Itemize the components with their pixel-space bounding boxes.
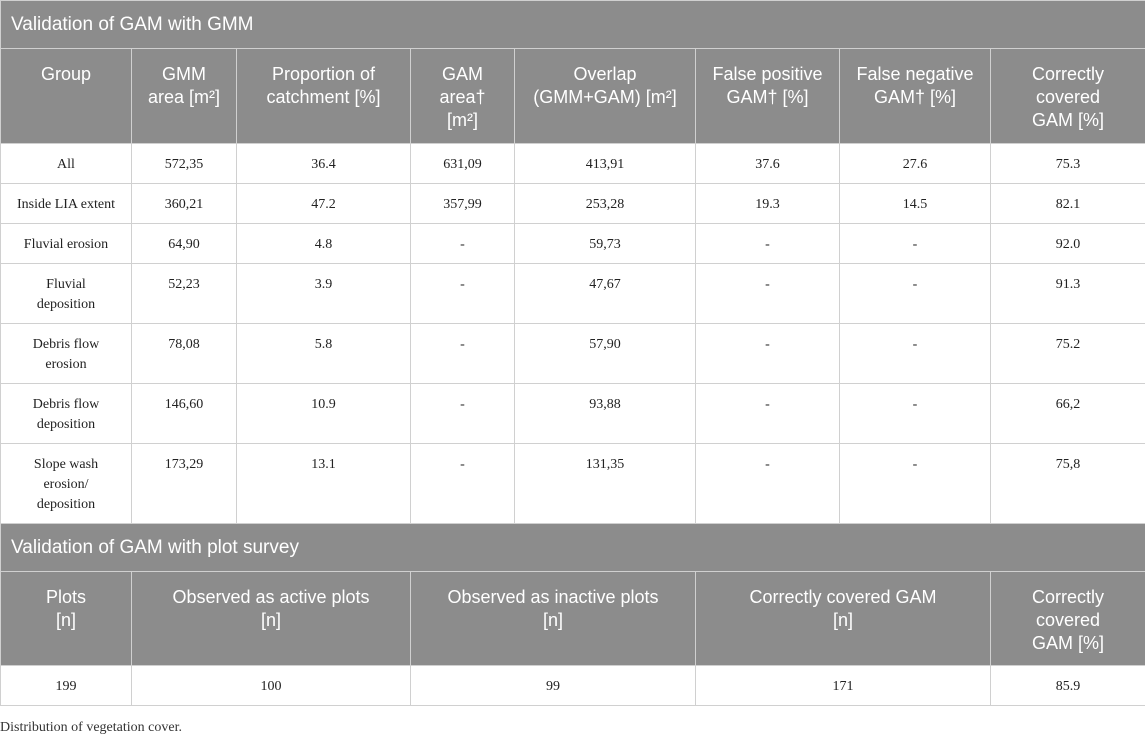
column-header-line: [n] [260, 610, 281, 630]
group-cell-line: Inside LIA extent [17, 197, 115, 212]
plots-cell: 199 [1, 666, 132, 706]
column-header [991, 49, 1145, 144]
column-header [1, 572, 132, 666]
section-plot-title-row [1, 524, 1145, 572]
gam-area-cell: 357,99 [411, 184, 515, 224]
false-negative-cell: - [840, 324, 991, 384]
overlap-cell: 93,88 [515, 384, 696, 444]
group-cell-line: Debris flow [32, 337, 100, 352]
proportion-cell: 3.9 [237, 264, 411, 324]
group-cell-line: Fluvial erosion [23, 237, 109, 252]
column-header-line: (GMM+GAM) [m²] [533, 87, 677, 107]
proportion-cell: 4.8 [237, 224, 411, 264]
correct-cell: 66,2 [991, 384, 1145, 444]
gmm-area-cell: 173,29 [132, 444, 237, 524]
column-header-line: Proportion of [271, 64, 376, 84]
column-header-line: GAM† [%] [726, 87, 809, 107]
column-header-line: area† [439, 87, 486, 107]
gam-area-cell: - [411, 264, 515, 324]
false-positive-cell: - [696, 384, 840, 444]
group-cell [1, 324, 132, 384]
gam-area-cell: - [411, 324, 515, 384]
false-positive-cell: 37.6 [696, 144, 840, 184]
column-header [515, 49, 696, 144]
group-cell [1, 384, 132, 444]
gam-area-cell: - [411, 384, 515, 444]
group-cell [1, 224, 132, 264]
inactive-cell: 99 [411, 666, 696, 706]
column-header-line: Overlap [573, 64, 637, 84]
correct-cell: 82.1 [991, 184, 1145, 224]
gam-area-cell: - [411, 444, 515, 524]
false-positive-cell: 19.3 [696, 184, 840, 224]
gmm-area-cell: 360,21 [132, 184, 237, 224]
false-negative-cell: - [840, 264, 991, 324]
column-header-line: GAM [%] [1032, 633, 1105, 653]
column-header-line: [m²] [447, 110, 478, 130]
section-plot-header-row [1, 572, 1145, 666]
false-negative-cell: - [840, 444, 991, 524]
group-cell [1, 144, 132, 184]
gmm-area-cell: 146,60 [132, 384, 237, 444]
false-negative-cell: 27.6 [840, 144, 991, 184]
column-header-line: [n] [832, 610, 853, 630]
table-row [1, 666, 1145, 706]
section-gmm-header-row [1, 49, 1145, 144]
group-cell [1, 444, 132, 524]
group-cell-line: erosion [45, 357, 87, 372]
column-header-line: GAM [441, 64, 483, 84]
active-cell: 100 [132, 666, 411, 706]
correct-cell: 91.3 [991, 264, 1145, 324]
correct-cell: 75.3 [991, 144, 1145, 184]
proportion-cell: 47.2 [237, 184, 411, 224]
overlap-cell: 47,67 [515, 264, 696, 324]
column-header [132, 49, 237, 144]
column-header-line: covered [1035, 87, 1101, 107]
table-row [1, 444, 1145, 524]
false-negative-cell: - [840, 224, 991, 264]
gmm-area-cell: 78,08 [132, 324, 237, 384]
correct-n-cell: 171 [696, 666, 991, 706]
gam-area-cell: - [411, 224, 515, 264]
column-header-line: False positive [712, 64, 823, 84]
group-cell-line: Debris flow [32, 397, 100, 412]
proportion-cell: 5.8 [237, 324, 411, 384]
table-row [1, 144, 1145, 184]
proportion-cell: 13.1 [237, 444, 411, 524]
column-header-line: Correctly [1032, 587, 1105, 607]
column-header-line: covered [1035, 610, 1101, 630]
group-cell-line: Fluvial [46, 277, 86, 292]
group-cell-line: deposition [36, 497, 96, 512]
group-cell-line: deposition [36, 417, 96, 432]
column-header [132, 572, 411, 666]
correct-cell: 75.2 [991, 324, 1145, 384]
table-caption: Distribution of vegetation cover. [0, 720, 182, 735]
column-header-line: Correctly [1032, 64, 1105, 84]
table-row [1, 184, 1145, 224]
proportion-cell: 10.9 [237, 384, 411, 444]
false-positive-cell: - [696, 224, 840, 264]
false-positive-cell: - [696, 264, 840, 324]
table-row [1, 224, 1145, 264]
group-cell [1, 184, 132, 224]
column-header-line: GAM [%] [1032, 110, 1105, 130]
false-positive-cell: - [696, 324, 840, 384]
table-row [1, 264, 1145, 324]
gam-area-cell: 631,09 [411, 144, 515, 184]
column-header-line: [n] [55, 610, 76, 630]
gmm-area-cell: 52,23 [132, 264, 237, 324]
group-cell-line: erosion/ [43, 477, 89, 492]
column-header-line: Correctly covered GAM [749, 587, 937, 607]
column-header-line: Group [40, 64, 92, 84]
group-cell [1, 264, 132, 324]
column-header [991, 572, 1145, 666]
false-positive-cell: - [696, 444, 840, 524]
correct-cell: 75,8 [991, 444, 1145, 524]
column-header-line: GMM [162, 64, 206, 84]
overlap-cell: 253,28 [515, 184, 696, 224]
column-header [411, 49, 515, 144]
column-header [696, 572, 991, 666]
overlap-cell: 413,91 [515, 144, 696, 184]
group-cell-line: All [57, 157, 75, 172]
correct-cell: 92.0 [991, 224, 1145, 264]
overlap-cell: 57,90 [515, 324, 696, 384]
column-header-line: area [m²] [147, 87, 221, 107]
group-cell-line: Slope wash [33, 457, 99, 472]
column-header-line: Observed as active plots [172, 587, 370, 607]
overlap-cell: 131,35 [515, 444, 696, 524]
section-gmm-title: Validation of GAM with GMM [1, 1, 1145, 49]
column-header-line: Observed as inactive plots [447, 587, 659, 607]
table-row [1, 324, 1145, 384]
false-negative-cell: - [840, 384, 991, 444]
proportion-cell: 36.4 [237, 144, 411, 184]
table-row [1, 384, 1145, 444]
column-header [1, 49, 132, 144]
section-gmm-title-row [1, 1, 1145, 49]
gmm-area-cell: 64,90 [132, 224, 237, 264]
column-header [840, 49, 991, 144]
column-header-line: [n] [542, 610, 563, 630]
column-header [411, 572, 696, 666]
section-plot-title: Validation of GAM with plot survey [1, 524, 1145, 572]
correct-pct-cell: 85.9 [991, 666, 1145, 706]
group-cell-line: deposition [36, 297, 96, 312]
column-header-line: catchment [%] [266, 87, 381, 107]
column-header [696, 49, 840, 144]
column-header-line: False negative [856, 64, 974, 84]
false-negative-cell: 14.5 [840, 184, 991, 224]
gmm-area-cell: 572,35 [132, 144, 237, 184]
column-header-line: Plots [45, 587, 87, 607]
column-header-line: GAM† [%] [873, 87, 957, 107]
column-header [237, 49, 411, 144]
overlap-cell: 59,73 [515, 224, 696, 264]
